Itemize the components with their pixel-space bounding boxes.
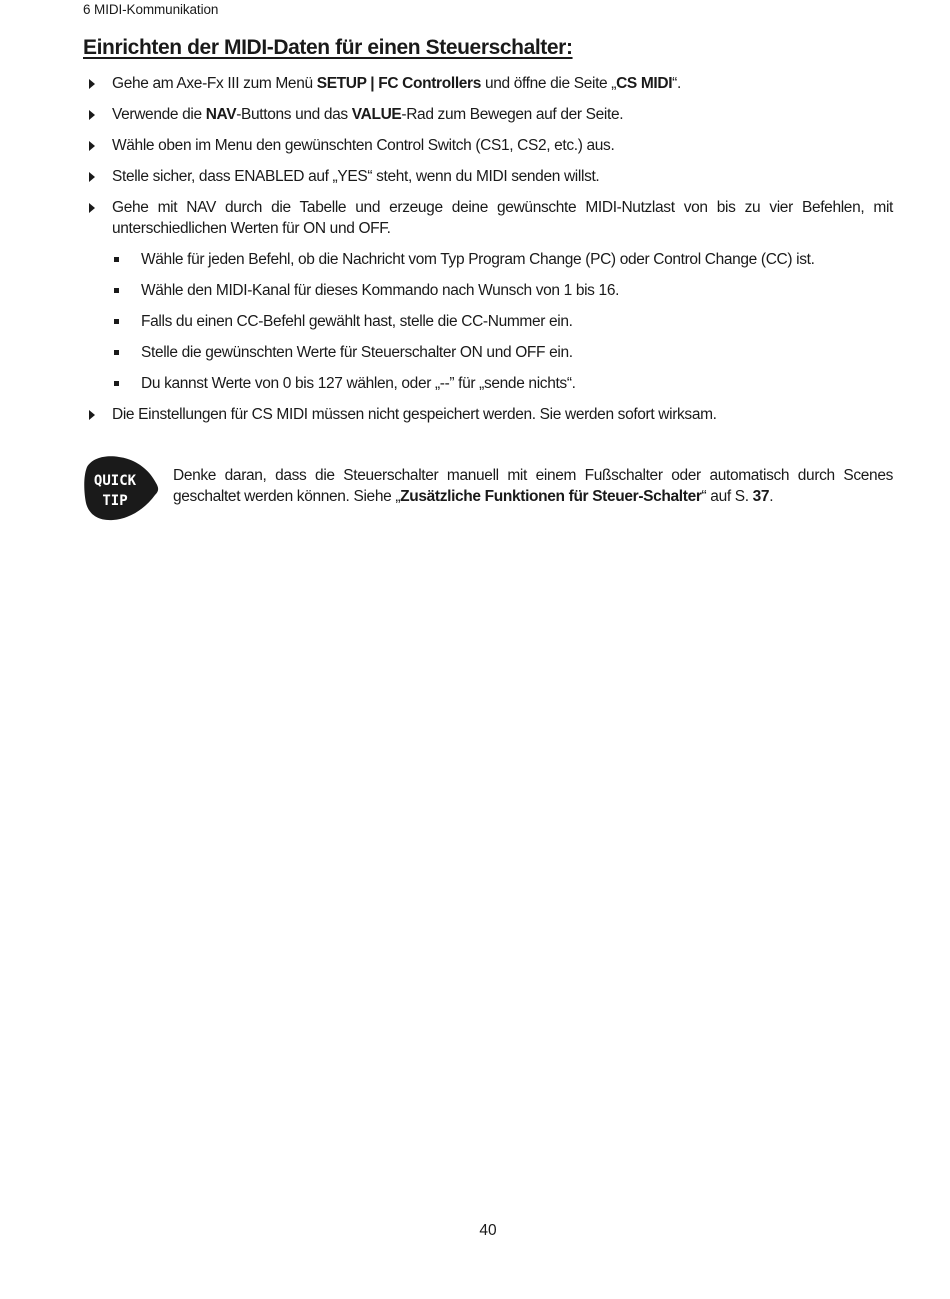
quick-tip-label-2: TIP [102,493,128,509]
emphasis-text: SETUP | FC Controllers [316,75,481,92]
cross-reference-page: 37 [752,488,770,505]
substep-text: Du kannst Werte von 0 bis 127 wählen, oder „--” für „sende nichts“. [141,375,576,392]
square-bullet-icon [114,288,119,293]
substep-text: Falls du einen CC-Befehl gewählt hast, stelle die CC-Nummer ein. [141,313,573,330]
sub-list-item [83,311,893,332]
text-run: und öffne die Seite „ [481,75,617,92]
step-text [112,197,893,239]
arrow-bullet-icon [89,203,95,213]
sub-list-item [83,373,893,394]
page-number: 40 [479,1222,497,1239]
arrow-bullet-icon [89,141,95,151]
emphasis-text: CS MIDI [616,75,673,92]
step-text [112,135,893,156]
text-run: Verwende die [112,106,206,123]
arrow-bullet-icon [89,79,95,89]
list-item [83,73,893,94]
text-run: Gehe am Axe-Fx III zum Menü [112,75,317,92]
text-run: “. [672,75,681,92]
list-item [83,197,893,239]
cross-reference-title: Zusätzliche Funktionen für Steuer-Schalter [400,488,702,505]
square-bullet-icon [114,319,119,324]
emphasis-text: VALUE [351,106,402,123]
text-run: Gehe mit NAV durch die Tabelle und erzeuge deine gewünschte MIDI-Nutzlast von bis zu vier Befehlen, mit unterschiedlichen Werten für ON und OFF. [112,199,893,237]
step-text [112,166,893,187]
arrow-bullet-icon [89,110,95,120]
arrow-bullet-icon [89,410,95,420]
sub-list-item [83,280,893,301]
step-text [112,73,893,94]
quick-tip-icon [83,455,159,521]
emphasis-text: NAV [205,106,237,123]
square-bullet-icon [114,257,119,262]
running-header: 6 MIDI-Kommunikation [83,2,219,17]
square-bullet-icon [114,350,119,355]
square-bullet-icon [114,381,119,386]
text-run: Wähle oben im Menu den gewünschten Control Switch (CS1, CS2, etc.) aus. [112,137,615,154]
text-run: Stelle sicher, dass ENABLED auf „YES“ steht, wenn du MIDI senden willst. [112,168,600,185]
step-text [112,104,893,125]
substep-text: Wähle für jeden Befehl, ob die Nachricht vom Typ Program Change (PC) oder Control Change (CC) ist. [141,251,815,268]
step-text: Die Einstellungen für CS MIDI müssen nicht gespeichert werden. Sie werden sofort wirksam. [112,406,717,423]
text-run: -Buttons und das [236,106,352,123]
arrow-bullet-icon [89,172,95,182]
list-item [83,166,893,187]
sub-list-item [83,249,893,270]
substep-text: Wähle den MIDI-Kanal für dieses Kommando nach Wunsch von 1 bis 16. [141,282,620,299]
list-item [83,135,893,156]
text-run: -Rad zum Bewegen auf der Seite. [401,106,624,123]
quick-tip [83,455,893,525]
quick-tip-text: Denke daran, dass die Steuerschalter manuell mit einem Fußschalter oder automatisch durch Scenes geschaltet werden können. Siehe „Zusätzliche Funktionen für Steuer-Schalter“ auf S. 37. [173,467,893,505]
list-item [83,104,893,125]
quick-tip-label-1: QUICK [93,473,137,489]
substep-text: Stelle die gewünschten Werte für Steuerschalter ON und OFF ein. [141,344,573,361]
list-item [83,404,893,425]
section-title: Einrichten der MIDI-Daten für einen Steuerschalter: [83,36,573,59]
sub-list-item [83,342,893,363]
